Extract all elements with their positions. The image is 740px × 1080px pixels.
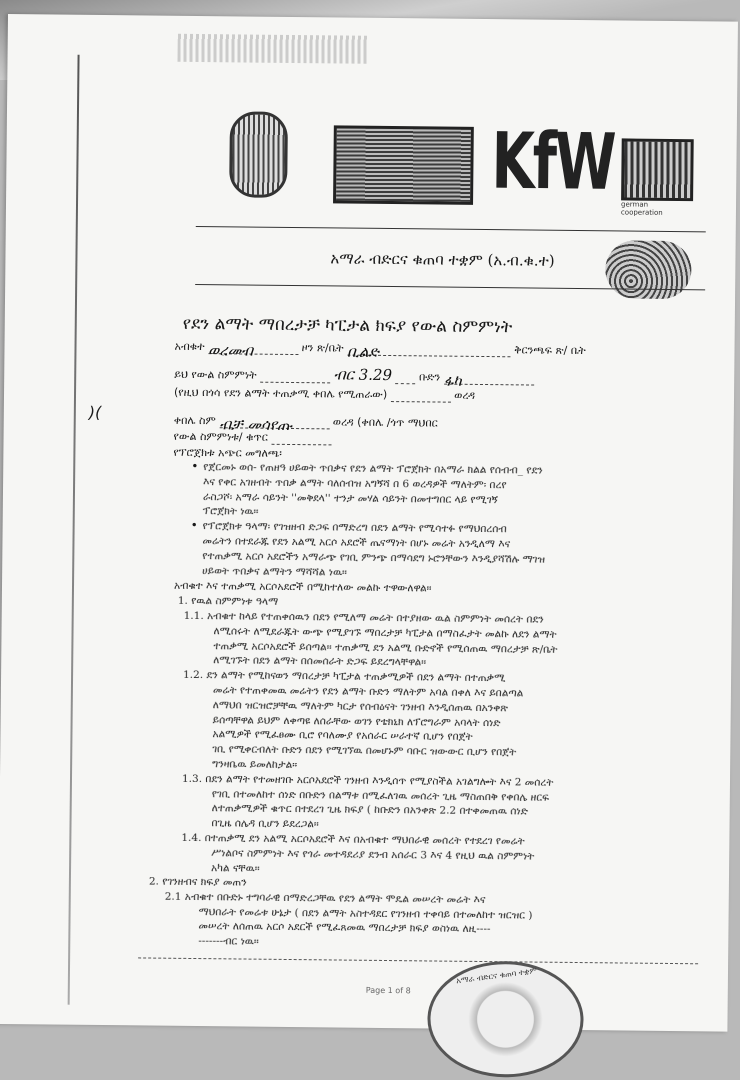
body-line: ፕሮጀክት ነዉ። [202, 505, 259, 519]
page-number: Page 1 of 8 [365, 985, 411, 996]
emblem-logo [229, 111, 288, 198]
body-line: ይሰጣቸዋል ይህም ለቀጣዩ ለሰራቸው ወገን የቴክኒክ ለፕሮግራም አባላት ሰነድ [212, 713, 501, 729]
body-line: የጀርመኑ ወሰ- የጠዘዓ ሀይወት ጥበቃና የደን ልማት ፕሮጀክት በአማራ ክልል የሰብብ_ የደን [203, 461, 543, 477]
body-line: ለማህበ ዝርዝሮቻቸዉ ማለትም ካርታ የሰብዕናት ገንዘብ እንዲሰጠዉ በአንቀጽ [212, 698, 509, 715]
body-line: መሬትን በተደራጁ የደን አልሚ አርሶ አደሮች ጤናማነት በሆኑ መሬት አንዲለማ እና [202, 535, 511, 551]
body-line: ገቢ የሚቀርብለት ቡድን በደን የሚገኘዉ በመሆኑም ባቡር ዝውውር ቢሆን የበጀት [212, 743, 517, 759]
organization-logo [605, 240, 692, 299]
section-heading: 1. የዉል ስምምነቱ ዓላማ [177, 594, 279, 608]
body-line: በጊዜ ሰሌዳ ቢሆን ይደረጋል። [211, 817, 319, 831]
body-line: -------ብር ነዉ። [198, 935, 259, 948]
body-line: አልሚዎች የሚፈፀሙ ቢሮ የባለሙያ የአሰራር ሠራተኛ ቢሆን የበጀት [212, 728, 473, 744]
bullet-2: • [190, 517, 198, 533]
logo-bar [221, 106, 702, 221]
header-rule-top [196, 226, 706, 232]
field-note: (የዚህ በጎሳ የደን ልማት ተጠቃሚ ቀበሌ የሚጠራው) [173, 385, 388, 401]
body-line: እና የቀር አገዘብት ጥበቃ ልማት ባለሰብዝ አግኝሻ በ 6 ወረዳዎች ማለትም፡ በረየ [203, 475, 507, 492]
body-line: አካል ናቸዉ። [211, 861, 260, 875]
section-2-text [148, 875, 699, 955]
body-line: ግንዛቤዉ ይመለከታል። [212, 758, 298, 772]
handwritten-value: ፋካ [443, 371, 462, 390]
body-text [202, 460, 703, 584]
body-line: መሬት የተጠቀመዉ መሬትን የደን ልማት ቡድን ማለትም አባል በቀለ እና ይበልጣል [212, 684, 524, 700]
giz-logo [621, 138, 694, 201]
footer-rule [138, 957, 698, 964]
body-line: የተጠቃሚ አርሶ አደሮችን አማራጭ የገቢ ምንጭ በማሳደግ ኑሮንቸውን እንዲያሻሽሉ ማገዝ [202, 549, 546, 566]
field-label: የፕሮጀክቱ አጭር መግለጫ፡ [173, 445, 282, 460]
body-line: ለሚሰሩት ለሚደራጁት ውጭ የሚያገኙ ማበረታቻ ካፒታል በማስፈታት መልኩ ለደን ልማት [213, 624, 557, 641]
body-line: የፕሮጀክቱ ዓላማ፡ የገዝዘብ ድጋፍ በማድረግ በደን ልማት የሚሳተፉ የማህበረሰብ [202, 520, 507, 536]
field-row-2 [174, 364, 534, 390]
body-line: ሀይወት ጥበቃና ልማትን ማሻሻል ነዉ። [202, 564, 348, 579]
document-page [0, 14, 738, 1032]
body-line: 1.4. በተጠቃሚ ደን አልሚ አርሶአደሮች እና በአብቁተ ማህበራዊ መሰረት የተደረገ የመሬት [181, 831, 525, 848]
field-label: ወረዳ [454, 388, 476, 402]
body-line: ተጠቃሚ አርሶአደሮች ይሰጣል። ተጠቃሚ ደን አልሚ ቡድኖች የሚሰጠዉ ማበረታቻ ጽ/ቤት [213, 639, 558, 656]
page-fold-line [68, 55, 80, 1005]
handwritten-value: ቢልድ [347, 342, 379, 361]
body-line: ራስጋሾ፡ አማራ ሳይንት ''መቅደላ'' ተንታ መሃል ሳይንት በመተግበር ላይ የሚገኝ [202, 490, 498, 506]
body-line: የገቢ በተመለከተ ሰነድ በቡድን በልማቱ በሚፈለገዉ መሰረት ጊዜ ማስጠበቅ የቀበሌ ዘርፍ [211, 787, 550, 804]
field-label: ይህ የውል ስምምነት [174, 367, 257, 382]
body-line: 1.2. ደን ልማት የሚከናወን ማበረታቻ ካፒታል ተጠቃሚዎች በደን ልማት በተጠቃሚ [183, 669, 506, 685]
kfw-logo: KfW [491, 115, 615, 208]
section-1-text [181, 609, 704, 881]
scan-smudge [178, 34, 368, 64]
body-line: 1.1. አብቁተ ከላይ የተጠቀሰዉን በደን የሚለማ መሬት በተያዘው ዉል ስምምነት መሰረት በደን [183, 609, 544, 626]
field-label: ዞን ጽ/ቤት [301, 341, 344, 355]
field-row-1 [174, 339, 586, 361]
body-line: ማህበራት የመሬቱ ሁኔታ ( በደን ልማት አስተዳደር የገንዘብ ተቀባይ በተመለከተ ዝርዝር ) [198, 905, 533, 922]
section-heading: 2. የገንዘብና ክፍያ መጠን [148, 875, 247, 889]
field-label: ቅርንጫፍ ጽ/ ቤት [514, 343, 586, 358]
body-line: መሠረት ለሰጠዉ አርሶ አደርች የሚፈጸመዉ ማበረታቻ ክፍያ ወስነዉ ለዚ---- [198, 920, 491, 936]
document-title: የደን ልማት ማበረታቻ ካፒታል ክፍያ የውል ስምምነት [182, 313, 513, 338]
body-line: አብቁተ እና ተጠቃሚ አርሶአደሮች በሚከተለው መልኩ ተዋውለዋል። [173, 579, 432, 595]
margin-mark: )( [88, 402, 102, 422]
body-line: 2.1 አብቁተ በቡድኑ ተግባራዊ በማድረጋቸዉ የደን ልማት ሞዴል መሠረት መሬት እና [164, 890, 486, 906]
body-line: ሥነልቦና ስምምነት እና የጎራ መተዳደሪያ ደንብ አሰራር 3 እና 4 የዚህ ዉል ስምምነት [211, 846, 535, 863]
field-label: ቀበሌ ስም [173, 413, 216, 428]
handwritten-value: ብር 3.29 [333, 365, 393, 385]
handwritten-value: ብቻ መሳየጡ [219, 415, 293, 434]
field-label: የውል ስምምነቱ/ ቁጥር [173, 429, 268, 444]
field-label: ቡድን [418, 370, 441, 384]
body-line: ለሚገኙት በደን ልማት በሰመሰራት ድጋፍ ይደረግላቸዋል። [213, 654, 427, 669]
field-label: አብቁተ [174, 339, 205, 354]
body-line: ለተጠቃሚዎች ቁጥር በተደረገ ጊዜ ክፍያ ( ከቡድን በአንቀጽ 2.2 በተቀመጠዉ ሰነድ [211, 802, 528, 818]
field-row-6 [173, 446, 282, 461]
handwritten-value: ወረመብ [207, 341, 254, 360]
organization-name: አማራ ብድርና ቁጠባ ተቋም (አ.ብ.ቁ.ተ) [330, 249, 555, 270]
stamp-text: አማራ ብድርና ቁጠባ ተቋም [455, 965, 538, 986]
field-row-4 [173, 413, 438, 434]
field-label: ወረዳ (ቀበሌ /ጎጥ ማህበር [332, 415, 438, 430]
giz-caption: german cooperation [620, 200, 663, 217]
field-row-5 [174, 430, 332, 446]
bullet-1: • [191, 458, 199, 474]
body-line: 1.3. በደን ልማት የተመዘገቡ አርሶአደሮች ገንዘብ እንዲሰጥ የሚያስችል አገልግሎት እና 2 መሰረት [181, 772, 554, 789]
field-row-3 [174, 386, 475, 403]
partner-logo [333, 125, 474, 204]
